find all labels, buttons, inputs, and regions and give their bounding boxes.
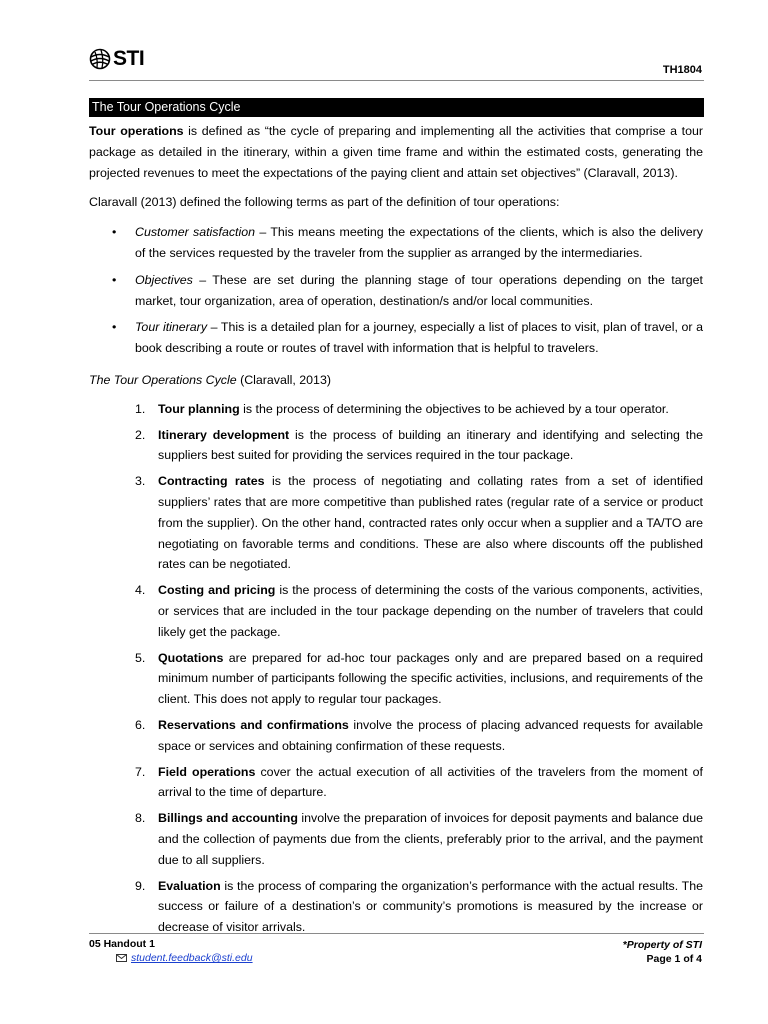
step-term: Field operations [158,764,256,779]
step-term: Reservations and confirmations [158,717,349,732]
footer-email [116,952,253,964]
step-number: 1. [135,401,146,416]
step-number: 7. [135,764,146,779]
step-term: Billings and accounting [158,811,298,826]
step-text: is the process of negotiating and collating rates from a set of identified suppliers’ rates that are more competitive than published rates (regular rate of a service or product from the supplier). On the other hand, contracted rates only occur when a supplier and a TA/TO are negotiating on favorable terms and conditions. These are also where discounts off the published rates can be negotiated. [158,474,703,572]
step-number: 2. [135,427,146,442]
list-item [89,580,703,642]
step-term: Quotations [158,650,224,665]
list-item [89,270,703,312]
intro-definition: is defined as “the cycle of preparing and implementing all the activities that comprise a tour package as detailed in the itinerary, within a given time frame and within the estimated costs, generating the projected revenues to meet the expectations of the paying client and attain set objectives” (Claravall, 2013). [89,124,703,180]
intro-paragraph [89,121,703,183]
step-term: Itinerary development [158,427,290,442]
sti-logo [89,48,144,70]
step-term: Evaluation [158,878,221,893]
list-item [89,222,703,264]
document-body [89,121,703,943]
list-item [89,471,703,575]
step-number: 5. [135,650,146,665]
bullet-icon: • [112,225,117,240]
bullet-icon: • [112,272,117,287]
footer-right [623,938,702,966]
step-number: 8. [135,811,146,826]
sti-globe-icon [89,48,111,70]
step-term: Contracting rates [158,474,265,489]
step-term: Costing and pricing [158,583,276,598]
term-text: – These are set during the planning stage of tour operations depending on the target market, tour organization, area of operation, destination/s and/or local communities. [135,272,703,308]
step-text: involve the process of placing advanced requests for available space or services and obtaining confirmation of these requests. [158,717,703,753]
step-text: cover the actual execution of all activities of the travelers from the moment of arrival to the time of departure. [158,764,704,800]
cycle-steps [89,399,703,938]
document-code: TH1804 [662,64,702,76]
step-number: 4. [135,583,146,598]
term-label: Objectives [135,272,193,287]
property-label: *Property of STI [622,939,702,951]
header-divider [89,80,704,81]
handout-label: 05 Handout 1 [89,938,155,950]
step-text: is the process of comparing the organization’s performance with the actual results. The success or failure of a destination’s or community’s promotions is measured by the increase or decrease of visitor arrivals. [158,878,703,935]
section-title: The Tour Operations Cycle [89,98,704,117]
step-number: 6. [135,717,146,732]
terms-list [89,222,703,359]
term-text: – This means meeting the expectations of the clients, which is also the delivery of the services requested by the traveler from the supplier as arranged by the intermediaries. [135,225,703,260]
list-item [89,876,703,938]
list-item [89,425,703,467]
feedback-email-link[interactable]: student.feedback@sti.edu [131,952,253,964]
cycle-heading [89,370,703,391]
step-number: 9. [135,878,146,893]
logo-text: STI [113,47,145,70]
step-text: is the process of determining the objectives to be achieved by a tour operator. [239,401,669,416]
step-number: 3. [135,474,146,489]
list-item [89,762,703,804]
step-text: is the process of determining the costs of the various components, activities, or services that are included in the tour package depending on the number of travelers that could likely get the package. [158,583,703,639]
step-text: are prepared for ad-hoc tour packages only and are prepared based on a required minimum number of participants following the specific activities, inclusions, and requirements of the client. This does not apply to regular tour packages. [158,650,703,707]
step-text: is the process of building an itinerary and identifying and selecting the suppliers best suited for providing the services required in the tour package. [158,427,703,463]
term-text: – This is a detailed plan for a journey, especially a list of places to visit, plan of travel, or a book describing a route or routes of travel with information that is helpful to travelers. [135,320,703,356]
bullet-icon: • [112,320,117,335]
intro-term: Tour operations [89,124,184,138]
mail-icon [116,954,127,962]
list-item [89,317,703,359]
page-number: Page 1 of 4 [646,953,702,965]
list-item [89,399,703,420]
terms-intro: Claravall (2013) defined the following terms as part of the definition of tour operations: [89,195,560,210]
footer-divider [89,933,704,934]
list-item [89,715,703,757]
list-item [89,648,703,710]
term-label: Tour itinerary [135,320,208,335]
cycle-title: The Tour Operations Cycle [89,372,237,387]
step-text: involve the preparation of invoices for deposit payments and balance due and the collection of payments due from the clients, preferably prior to the arrival, and the payment due to all suppliers. [158,811,703,867]
cycle-citation: (Claravall, 2013) [236,372,331,387]
term-label: Customer satisfaction [135,225,256,240]
step-term: Tour planning [158,401,240,416]
list-item [89,808,703,870]
